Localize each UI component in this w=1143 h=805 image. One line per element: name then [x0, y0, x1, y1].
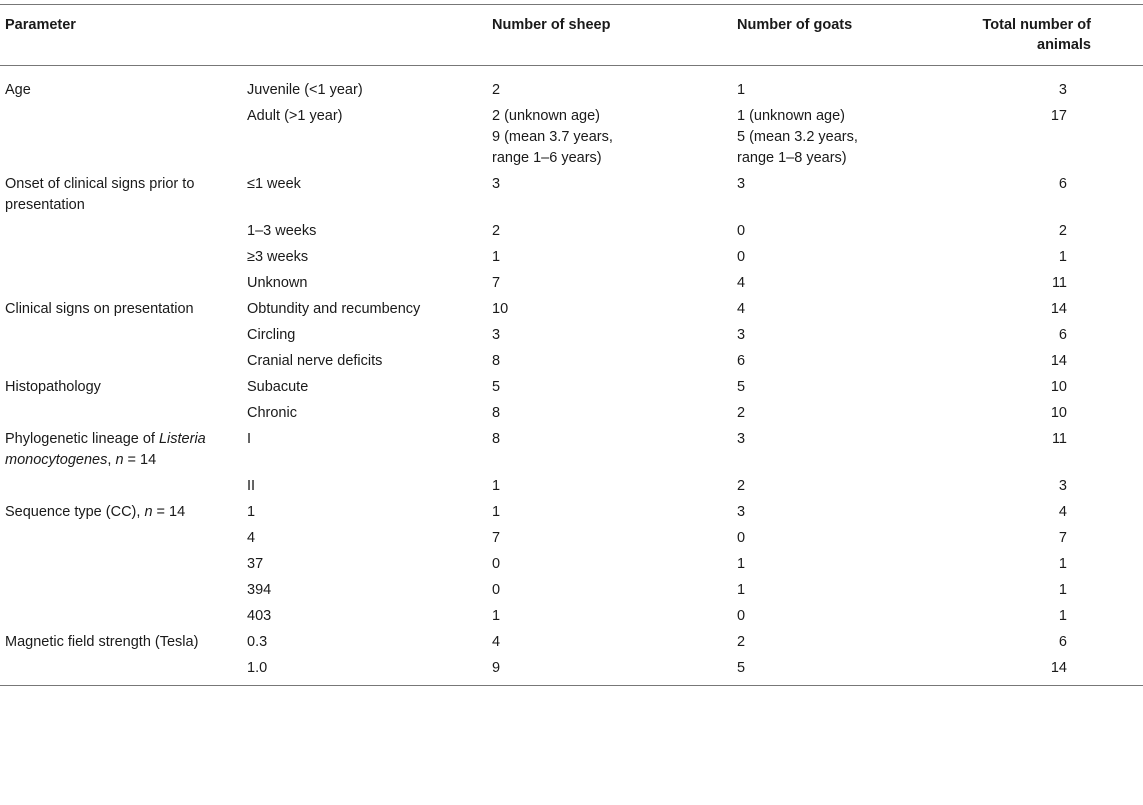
- param-text: ,: [107, 452, 116, 468]
- cell-sheep: 7: [492, 530, 501, 546]
- cell-sheep: 0: [492, 556, 501, 572]
- cell-total: 6: [1058, 176, 1067, 192]
- cell-subcategory: 37: [247, 556, 264, 572]
- table-row: [0, 524, 1143, 550]
- cell-parameter: [0, 472, 242, 498]
- cell-subcategory: Subacute: [247, 379, 309, 395]
- table-row: [0, 550, 1143, 576]
- cell-goats: 1: [737, 582, 746, 598]
- cell-sheep: 3: [492, 327, 501, 343]
- cell-subcategory: Unknown: [247, 275, 308, 291]
- cell-goats: 2: [737, 634, 746, 650]
- cell-goats: 6: [737, 353, 746, 369]
- header-row: [0, 5, 1143, 66]
- cell-subcategory: 4: [247, 530, 256, 546]
- table-row: [0, 498, 1143, 524]
- cell-total: 7: [1058, 530, 1067, 546]
- n-symbol: n: [144, 504, 153, 520]
- cell-parameter: [0, 425, 242, 472]
- cell-sheep: 9: [492, 660, 501, 676]
- cell-parameter: [0, 269, 242, 295]
- cell-subcategory: I: [247, 431, 252, 447]
- cell-subcategory: ≥3 weeks: [247, 249, 309, 265]
- cell-sheep: 10: [492, 301, 509, 317]
- cell-subcategory: Circling: [247, 327, 296, 343]
- table-row: [0, 472, 1143, 498]
- cell-sheep: [487, 102, 732, 170]
- cell-total: 4: [1058, 504, 1067, 520]
- cell-parameter: [0, 399, 242, 425]
- cell-subcategory: II: [247, 478, 256, 494]
- table-row: [0, 243, 1143, 269]
- table-row: [0, 347, 1143, 373]
- cell-subcategory: 1–3 weeks: [247, 223, 317, 239]
- cell-goats: 4: [737, 275, 746, 291]
- cell-parameter: [0, 102, 242, 170]
- cell-goats: 5: [737, 660, 746, 676]
- cell-total: 1: [1058, 249, 1067, 265]
- cell-subcategory: Cranial nerve deficits: [247, 353, 383, 369]
- cell-total: 1: [1058, 608, 1067, 624]
- cell-goats: 5: [737, 379, 746, 395]
- cell-total: 14: [1050, 660, 1067, 676]
- cell-parameter: Histopathology: [5, 379, 101, 395]
- table-row: [0, 269, 1143, 295]
- cell-total: 3: [1058, 478, 1067, 494]
- cell-total: 11: [1051, 275, 1067, 291]
- cell-line: 5 (mean 3.2 years,: [737, 129, 858, 145]
- table-row: [0, 217, 1143, 243]
- cell-parameter: [0, 347, 242, 373]
- cell-sheep: 1: [492, 249, 501, 265]
- cell-total: 14: [1050, 301, 1067, 317]
- table-row: [0, 425, 1143, 472]
- cell-parameter: [0, 498, 242, 524]
- cell-parameter: Magnetic field strength (Tesla): [5, 634, 199, 650]
- cell-subcategory: 1: [247, 504, 256, 520]
- cell-goats: 3: [737, 327, 746, 343]
- cell-sheep: 0: [492, 582, 501, 598]
- header-parameter: Parameter: [5, 17, 76, 33]
- table-row: [0, 295, 1143, 321]
- n-symbol: n: [115, 452, 124, 468]
- cell-subcategory: Obtundity and recumbency: [247, 301, 421, 317]
- cell-subcategory: ≤1 week: [247, 176, 301, 192]
- cell-goats: 0: [737, 223, 746, 239]
- cell-total: 3: [1058, 82, 1067, 98]
- cell-line: 9 (mean 3.7 years,: [492, 129, 613, 145]
- cell-line: 1 (unknown age): [737, 108, 846, 124]
- cell-parameter: [0, 524, 242, 550]
- cell-total: 1: [1058, 556, 1067, 572]
- cell-parameter: [0, 321, 242, 347]
- cell-goats: 0: [737, 608, 746, 624]
- cell-sheep: 1: [492, 504, 501, 520]
- cell-total: 17: [1050, 108, 1067, 124]
- cell-total: 11: [1051, 431, 1067, 447]
- param-text: = 14: [123, 452, 157, 468]
- cell-goats: 0: [737, 530, 746, 546]
- cell-subcategory: 1.0: [247, 660, 268, 676]
- cell-sheep: 4: [492, 634, 501, 650]
- table-row: [0, 576, 1143, 602]
- table-row: [0, 602, 1143, 628]
- cell-total: 10: [1050, 405, 1067, 421]
- header-goats: Number of goats: [737, 17, 853, 33]
- cell-line: range 1–8 years): [737, 150, 847, 166]
- cell-sheep: 7: [492, 275, 501, 291]
- cell-parameter: Age: [5, 82, 31, 98]
- header-subcategory: [242, 5, 487, 66]
- cell-parameter: Clinical signs on presentation: [5, 301, 194, 317]
- cell-sheep: 3: [492, 176, 501, 192]
- cell-sheep: 2: [492, 82, 501, 98]
- cell-subcategory: 394: [247, 582, 272, 598]
- cell-goats: 4: [737, 301, 746, 317]
- table-row: [0, 628, 1143, 654]
- cell-total: 2: [1058, 223, 1067, 239]
- table-row: [0, 66, 1143, 103]
- cell-subcategory: Adult (>1 year): [247, 108, 343, 124]
- cell-parameter: [0, 217, 242, 243]
- cell-parameter: [0, 654, 242, 686]
- cell-total: 10: [1050, 379, 1067, 395]
- cell-sheep: 2: [492, 223, 501, 239]
- param-text: = 14: [152, 504, 186, 520]
- cell-goats: 0: [737, 249, 746, 265]
- header-sheep: Number of sheep: [492, 17, 611, 33]
- data-table: [0, 4, 1143, 686]
- cell-goats: 2: [737, 478, 746, 494]
- cell-sheep: 1: [492, 608, 501, 624]
- table-row: [0, 321, 1143, 347]
- cell-subcategory: 403: [247, 608, 272, 624]
- param-text: Phylogenetic lineage of: [5, 431, 159, 447]
- cell-goats: 1: [737, 556, 746, 572]
- cell-total: 6: [1058, 634, 1067, 650]
- cell-parameter: [0, 576, 242, 602]
- table-row: [0, 654, 1143, 686]
- cell-goats: [732, 102, 977, 170]
- cell-line: 2 (unknown age): [492, 108, 601, 124]
- cell-goats: 2: [737, 405, 746, 421]
- cell-parameter: Onset of clinical signs prior to presentation: [5, 176, 195, 213]
- cell-goats: 1: [737, 82, 746, 98]
- cell-total: 6: [1058, 327, 1067, 343]
- cell-sheep: 8: [492, 353, 501, 369]
- cell-subcategory: Juvenile (<1 year): [247, 82, 363, 98]
- cell-subcategory: Chronic: [247, 405, 297, 421]
- table-row: [0, 399, 1143, 425]
- header-total: Total number of animals: [982, 17, 1091, 53]
- cell-line: range 1–6 years): [492, 150, 602, 166]
- cell-goats: 3: [737, 176, 746, 192]
- cell-goats: 3: [737, 431, 746, 447]
- cell-goats: 3: [737, 504, 746, 520]
- cell-total: 14: [1050, 353, 1067, 369]
- param-text: Sequence type (CC),: [5, 504, 145, 520]
- cell-sheep: 8: [492, 431, 501, 447]
- species-name: Listeria monocytogenes: [5, 431, 206, 468]
- cell-sheep: 1: [492, 478, 501, 494]
- cell-total: 1: [1058, 582, 1067, 598]
- table-row: [0, 373, 1143, 399]
- cell-sheep: 8: [492, 405, 501, 421]
- cell-parameter: [0, 243, 242, 269]
- cell-subcategory: 0.3: [247, 634, 268, 650]
- table-row: [0, 102, 1143, 170]
- cell-sheep: 5: [492, 379, 501, 395]
- cell-parameter: [0, 550, 242, 576]
- cell-parameter: [0, 602, 242, 628]
- table-row: [0, 170, 1143, 217]
